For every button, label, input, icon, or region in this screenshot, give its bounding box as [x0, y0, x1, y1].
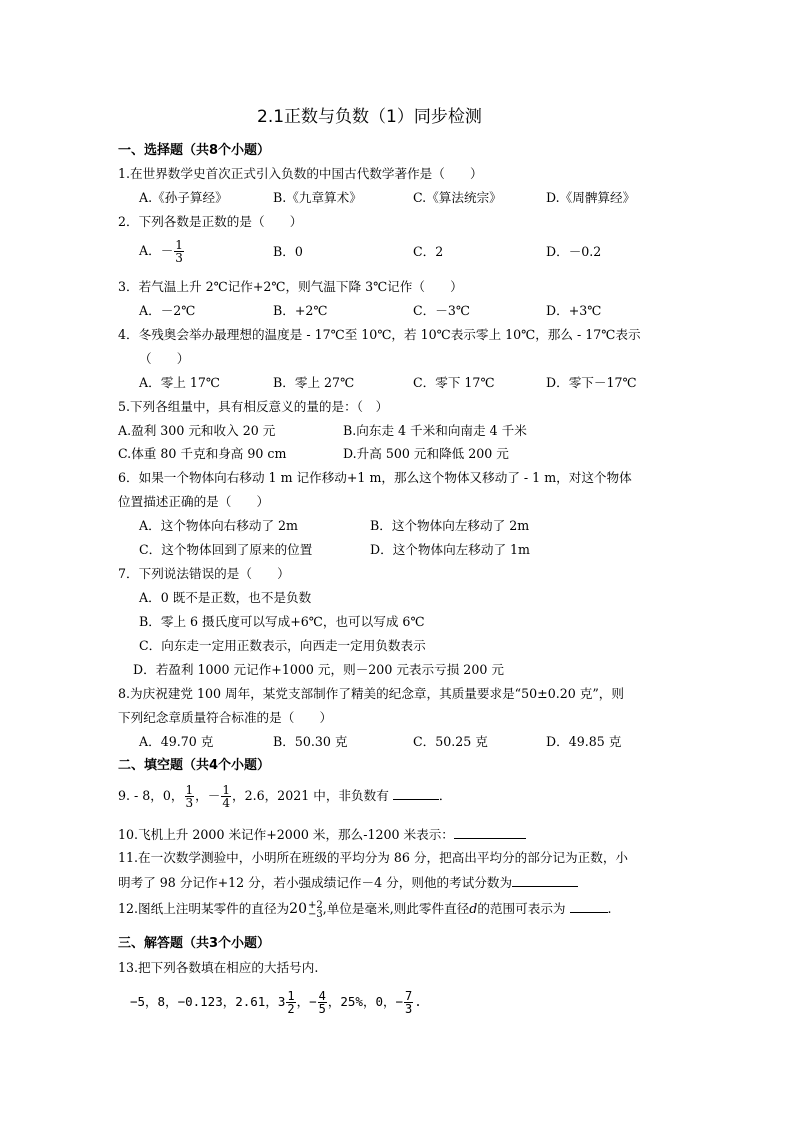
q12-base: 20	[289, 901, 307, 917]
section-answer-heading: 三、解答题（共3个小题）	[118, 936, 271, 951]
q9-prefix: 9. - 8，0，	[118, 788, 184, 803]
q10-answer-blank[interactable]	[454, 826, 526, 839]
q2-option-a-label: A．	[139, 243, 161, 258]
fraction-denominator: 2	[287, 1002, 295, 1016]
q4-stem-line1: 4．冬残奥会举办最理想的温度是 - 17℃至 10℃，若 10℃表示零上 10℃，那么 - 17℃表示	[118, 327, 641, 342]
q12-sup: +2	[307, 899, 323, 911]
q8-option-d: D．49.85 克	[546, 734, 622, 749]
q2-option-d: D．－0.2	[546, 244, 602, 259]
q12-mid: ,单位是毫米,则此零件直径	[322, 901, 470, 916]
q1-option-a: A.《孙子算经》	[139, 190, 228, 205]
fraction-numerator: 1	[287, 989, 295, 1003]
q12-sub: −3	[307, 908, 323, 920]
q12-answer-blank[interactable]	[570, 900, 608, 913]
q8-option-c: C．50.25 克	[413, 734, 488, 749]
q13-stem: 13.把下列各数填在相应的大括号内.	[118, 960, 319, 975]
q13-fraction-7-3	[404, 990, 413, 1015]
q11-line1: 11.在一次数学测验中，小明所在班级的平均分为 86 分，把高出平均分的部分记为正数，小	[118, 850, 629, 865]
q10-line	[118, 826, 526, 843]
fraction-numerator: 1	[185, 783, 194, 797]
q13-mixed-whole: 3	[277, 994, 286, 1009]
q12-prefix: 12.图纸上注明某零件的直径为	[118, 901, 290, 916]
fraction-denominator: 3	[175, 251, 183, 265]
q9-mid: ，－	[195, 788, 221, 803]
q11-line2-wrap	[118, 874, 578, 891]
q12-suffix: 的范围可表示为	[477, 901, 566, 916]
q2-option-b: B．0	[273, 244, 303, 259]
q4-option-b: B．零上 27℃	[273, 375, 355, 390]
fraction-denominator: 3	[405, 1002, 413, 1016]
q13-list-prefix: −5，8，−0.123，2.61，	[130, 994, 278, 1009]
q2-option-a	[139, 236, 185, 266]
fraction-numerator: 4	[318, 989, 326, 1003]
q10-text: 10.飞机上升 2000 米记作+2000 米，那么-1200 米表示：	[118, 827, 454, 842]
q4-stem-line2: （ ）	[139, 351, 190, 366]
q6-stem-line2: 位置描述正确的是（ ）	[118, 494, 270, 509]
q8-stem-line1: 8.为庆祝建党 100 周年，某党支部制作了精美的纪念章，其质量要求是“50±0.20 克”，则	[118, 686, 624, 701]
q2-stem: 2．下列各数是正数的是（ ）	[118, 214, 303, 229]
q3-option-b: B．+2℃	[273, 303, 328, 318]
q4-option-d: D．零下－17℃	[546, 375, 637, 390]
q1-option-c: C.《算法统宗》	[413, 190, 502, 205]
fraction-numerator: 7	[405, 989, 413, 1003]
q13-list-mid: ，25%，0，−	[327, 994, 404, 1009]
q1-option-b: B.《九章算术》	[273, 190, 362, 205]
q2-option-c: C．2	[413, 244, 444, 259]
q6-option-a: A．这个物体向右移动了 2m	[139, 518, 298, 533]
q7-option-c: C．向东走一定用正数表示，向西走一定用负数表示	[139, 638, 426, 653]
q6-stem-line1: 6．如果一个物体向右移动 1 m 记作移动+1 m，那么这个物体又移动了 - 1 m，对这个物体	[118, 470, 632, 485]
q9-line	[118, 779, 451, 813]
q5-option-d: D.升高 500 元和降低 200 元	[343, 446, 509, 461]
q2-option-a-fraction	[174, 239, 184, 264]
q5-option-b: B.向东走 4 千米和向南走 4 千米	[343, 423, 527, 438]
q12-tolerance	[308, 901, 323, 919]
q7-option-d: D．若盈利 1000 元记作+1000 元，则－200 元表示亏损 200 元	[133, 662, 504, 677]
q6-option-b: B．这个物体向左移动了 2m	[370, 518, 530, 533]
q5-option-a: A.盈利 300 元和收入 20 元	[118, 423, 276, 438]
q5-option-c: C.体重 80 千克和身高 90 cm	[118, 446, 287, 461]
q13-fraction-4-5	[318, 990, 327, 1015]
q12-end: .	[607, 901, 612, 916]
q2-option-a-sign: －	[160, 243, 174, 258]
q11-answer-blank[interactable]	[512, 874, 578, 887]
q4-option-a: A．零上 17℃	[139, 375, 220, 390]
q7-stem: 7．下列说法错误的是（ ）	[118, 566, 290, 581]
q8-stem-line2: 下列纪念章质量符合标准的是（ ）	[118, 710, 333, 725]
fraction-denominator: 4	[222, 796, 230, 810]
q9-end: ．	[438, 788, 452, 803]
q13-sep1: ，−	[296, 994, 317, 1009]
q8-option-b: B．50.30 克	[273, 734, 348, 749]
q12-var: d	[469, 901, 478, 916]
q13-list-end: .	[414, 994, 422, 1009]
q1-stem: 1.在世界数学史首次正式引入负数的中国古代数学著作是（ ）	[118, 166, 483, 181]
q9-answer-blank[interactable]	[393, 787, 439, 800]
q3-option-c: C．－3℃	[413, 303, 470, 318]
page-title: 2.1正数与负数（1）同步检测	[257, 107, 482, 127]
q13-number-list	[130, 984, 422, 1020]
fraction-denominator: 5	[318, 1002, 326, 1016]
q9-fraction-2	[221, 784, 231, 809]
q8-option-a: A．49.70 克	[139, 734, 214, 749]
q3-option-a: A．－2℃	[139, 303, 196, 318]
q6-option-c: C．这个物体回到了原来的位置	[139, 542, 313, 557]
q3-stem: 3．若气温上升 2℃记作+2℃，则气温下降 3℃记作（ ）	[118, 279, 463, 294]
section-fill-heading: 二、填空题（共4个小题）	[118, 758, 271, 773]
q5-stem: 5.下列各组量中，具有相反意义的量的是：（ ）	[118, 399, 389, 414]
fraction-numerator: 1	[222, 783, 230, 797]
q11-line2: 明考了 98 分记作+12 分，若小强成绩记作－4 分，则他的考试分数为	[118, 875, 513, 890]
q1-option-d: D.《周髀算经》	[546, 190, 636, 205]
q12-line	[118, 896, 612, 922]
q6-option-d: D．这个物体向左移动了 1m	[370, 542, 530, 557]
q13-mixed-fraction	[286, 990, 295, 1015]
q7-option-b: B．零上 6 摄氏度可以写成+6℃，也可以写成 6℃	[139, 614, 425, 629]
q7-option-a: A．0 既不是正数，也不是负数	[139, 590, 312, 605]
q9-fraction-1	[185, 784, 195, 809]
q3-option-d: D．+3℃	[546, 303, 602, 318]
section-choice-heading: 一、选择题（共8个小题）	[118, 143, 271, 158]
q9-suffix: ，2.6，2021 中，非负数有	[231, 788, 389, 803]
q4-option-c: C．零下 17℃	[413, 375, 495, 390]
fraction-denominator: 3	[185, 796, 194, 810]
fraction-numerator: 1	[175, 238, 183, 252]
